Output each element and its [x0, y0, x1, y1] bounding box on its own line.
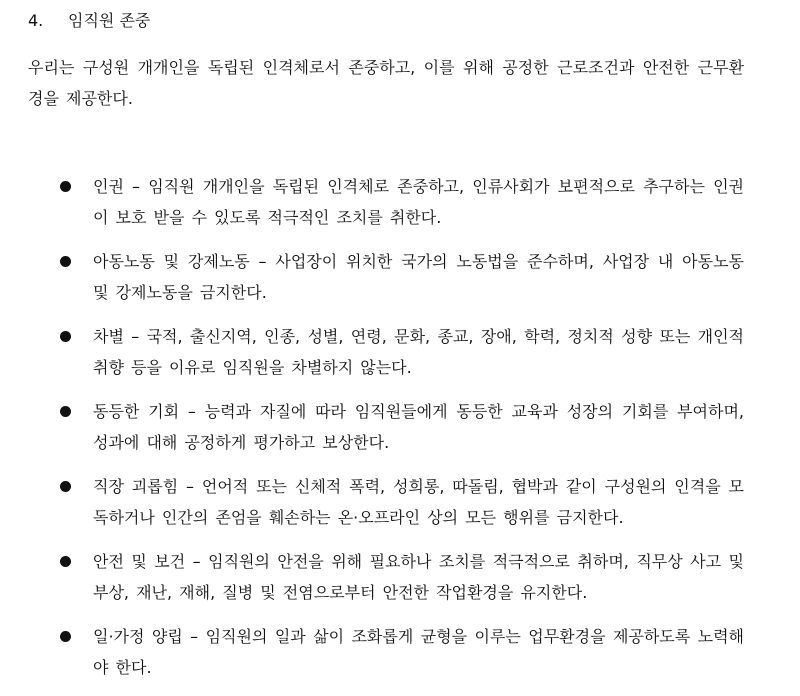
list-item [60, 546, 744, 608]
list-item-text: 아동노동 및 강제노동 – 사업장이 위치한 국가의 노동법을 준수하며, 사업장 내 아동노동 및 강제노동을 금지한다. [93, 252, 744, 302]
list-item [60, 171, 744, 233]
bullet-icon [60, 256, 71, 267]
bullet-list [60, 171, 760, 696]
bullet-icon [60, 631, 71, 642]
list-item [60, 321, 744, 383]
list-item-text: 안전 및 보건 – 임직원의 안전을 위해 필요하나 조치를 적극적으로 취하며, 직무상 사고 및 부상, 재난, 재해, 질병 및 전염으로부터 안전한 작업환경을 유지한다. [93, 552, 744, 602]
list-item-text: 동등한 기회 – 능력과 자질에 따라 임직원들에게 동등한 교육과 성장의 기회를 부여하며, 성과에 대해 공정하게 평가하고 보상한다. [93, 402, 744, 452]
bullet-icon [60, 481, 71, 492]
bullet-icon [60, 406, 71, 417]
list-item [60, 246, 744, 308]
intro-paragraph: 우리는 구성원 개개인을 독립된 인격체로서 존중하고, 이를 위해 공정한 근로조건과 안전한 근무환경을 제공한다. [28, 58, 744, 108]
list-item-text: 직장 괴롭힘 – 언어적 또는 신체적 폭력, 성희롱, 따돌림, 협박과 같이 구성원의 인격을 모독하거나 인간의 존엄을 훼손하는 온·오프라인 상의 모든 행위를 금지한다. [93, 477, 744, 527]
list-item [60, 621, 744, 683]
list-item [60, 471, 744, 533]
list-item [60, 396, 744, 458]
list-item-text: 차별 – 국적, 출신지역, 인종, 성별, 연령, 문화, 종교, 장애, 학력, 정치적 성향 또는 개인적 취향 등을 이유로 임직원을 차별하지 않는다. [93, 327, 744, 377]
bullet-icon [60, 181, 71, 192]
section-number: 4. [28, 11, 44, 30]
bullet-icon [60, 556, 71, 567]
list-item-text: 일·가정 양립 – 임직원의 일과 삶이 조화롭게 균형을 이루는 업무환경을 제공하도록 노력해야 한다. [93, 627, 744, 677]
list-item-text: 인권 – 임직원 개개인을 독립된 인격체로 존중하고, 인류사회가 보편적으로 추구하는 인권이 보호 받을 수 있도록 적극적인 조치를 취한다. [93, 177, 744, 227]
section-title: 임직원 존중 [68, 11, 151, 30]
section-heading [28, 9, 150, 33]
bullet-icon [60, 331, 71, 342]
